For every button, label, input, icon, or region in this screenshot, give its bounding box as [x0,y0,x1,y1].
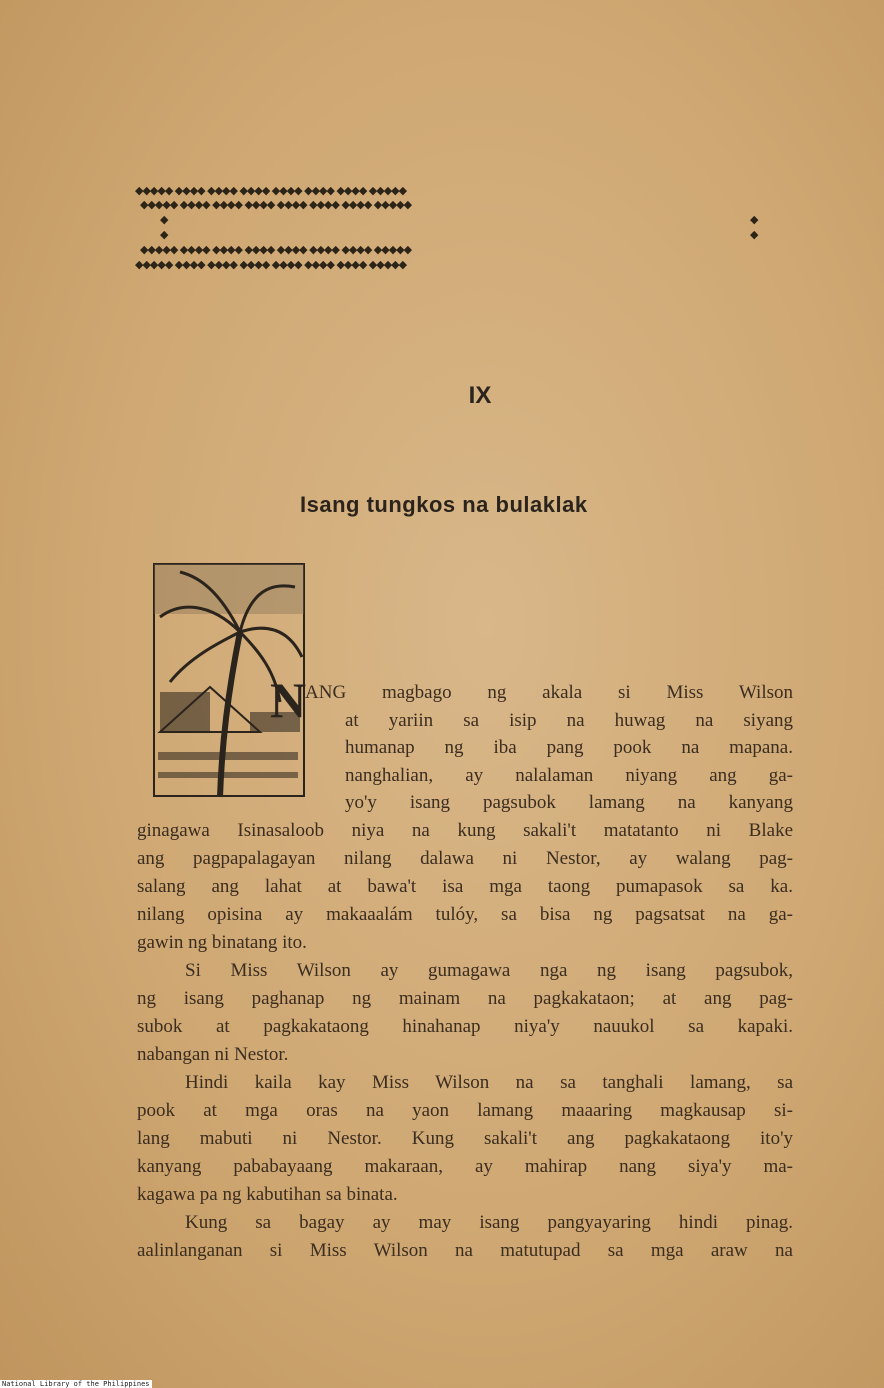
text-line: gawin ng binatang ito. [137,932,307,953]
drop-cap: N [270,672,307,728]
text-line: salang ang lahat at bawa't isa mga taong pumapasok sa ka. [137,876,793,897]
ornament-side-left: ◆ [160,228,169,241]
ornament-row-bottom [135,258,795,271]
text-line: Kung sa bagay ay may isang pangyayaring hindi pinag. [185,1212,793,1233]
text-line: humanap ng iba pang pook na mapana. [345,737,793,758]
ornament-diamonds: ◆◆◆◆◆ ◆◆◆◆ ◆◆◆◆ ◆◆◆◆ ◆◆◆◆ ◆◆◆◆ ◆◆◆◆ ◆◆◆◆◆ [140,198,412,211]
text-line: lang mabuti ni Nestor. Kung sakali't ang pagkakataong ito'y [137,1128,793,1149]
text-line: ginagawa Isinasaloob niya na kung sakali't matatanto ni Blake [137,820,793,841]
text-line: at yariin sa isip na huwag na siyang [345,710,793,731]
text-line: nilang opisina ay makaaalám tulóy, sa bisa ng pagsatsat na ga- [137,904,793,925]
text-line: nabangan ni Nestor. [137,1044,289,1065]
ornament-side-right: ◆ [750,228,759,241]
text-line: yo'y isang pagsubok lamang na kanyang [345,792,793,813]
text-line: subok at pagkakataong hinahanap niya'y nauukol sa kapaki. [137,1016,793,1037]
footer-credit: National Library of the Philippines [2,1380,150,1388]
ornament-row-top-inner [140,198,790,211]
chapter-number: IX [468,382,492,409]
ornament-side-left: ◆ [160,213,169,226]
text-line: kagawa pa ng kabutihan sa binata. [137,1184,398,1205]
text-line: nanghalian, ay nalalaman niyang ang ga- [345,765,793,786]
ornament-side-right: ◆ [750,213,759,226]
ornament-row-bottom-inner [140,243,790,256]
ornament-row-top [135,184,795,197]
ornament-diamonds: ◆◆◆◆◆ ◆◆◆◆ ◆◆◆◆ ◆◆◆◆ ◆◆◆◆ ◆◆◆◆ ◆◆◆◆ ◆◆◆◆◆ [140,243,412,256]
chapter-title: Isang tungkos na bulaklak [300,492,588,517]
text-line: ng isang paghanap ng mainam na pagkakataon; at ang pag- [137,988,793,1009]
text-line: Hindi kaila kay Miss Wilson na sa tanghali lamang, sa [185,1072,793,1093]
text-line: Si Miss Wilson ay gumagawa nga ng isang pagsubok, [185,960,793,981]
text-line: aalinlanganan si Miss Wilson na matutupad sa mga araw na [137,1240,793,1261]
text-line: pook at mga oras na yaon lamang maaaring magkausap si- [137,1100,793,1121]
text-line: kanyang pababayaang makaraan, ay mahirap nang siya'y ma- [137,1156,793,1177]
ornament-diamonds: ◆◆◆◆◆ ◆◆◆◆ ◆◆◆◆ ◆◆◆◆ ◆◆◆◆ ◆◆◆◆ ◆◆◆◆ ◆◆◆◆◆ [135,258,407,271]
ornament-diamonds: ◆◆◆◆◆ ◆◆◆◆ ◆◆◆◆ ◆◆◆◆ ◆◆◆◆ ◆◆◆◆ ◆◆◆◆ ◆◆◆◆◆ [135,184,407,197]
text-line: ANG magbago ng akala si Miss Wilson [305,682,793,703]
text-line: ang pagpapalagayan nilang dalawa ni Nestor, ay walang pag- [137,848,793,869]
